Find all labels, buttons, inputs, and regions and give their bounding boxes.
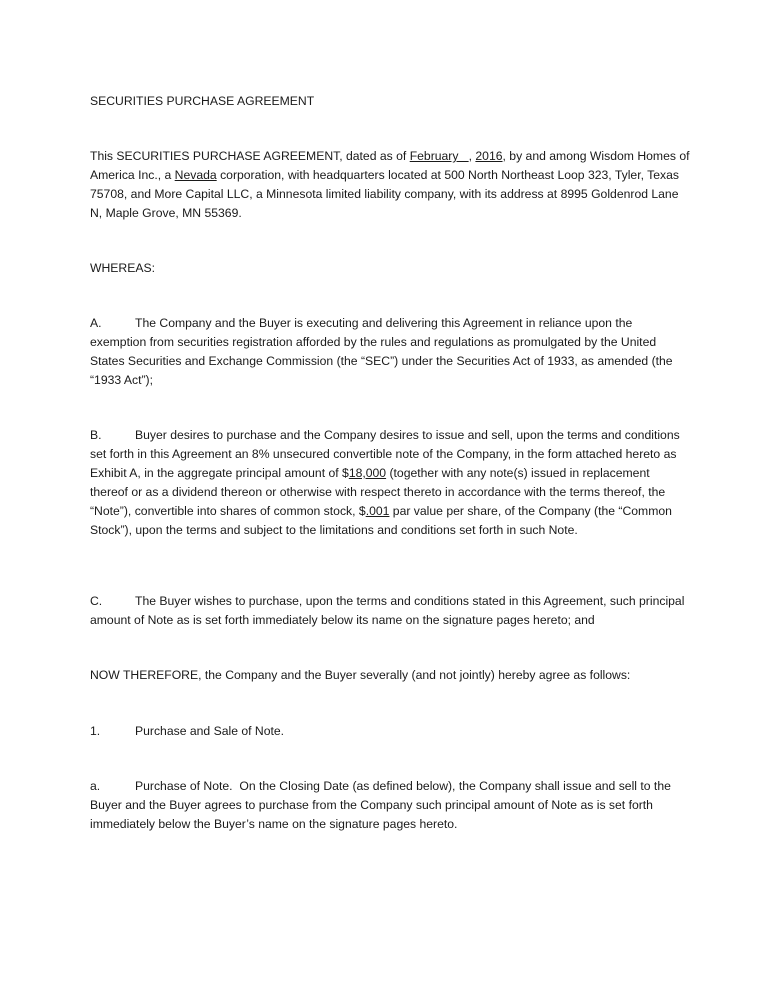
section-1a-paragraph	[90, 777, 690, 834]
principal-amount: 18,000	[348, 466, 387, 480]
recital-c	[90, 592, 690, 630]
recital-a	[90, 314, 690, 390]
date-year: 2016	[475, 149, 503, 163]
section-1-heading	[90, 722, 690, 741]
section-1a-heading: Purchase of Note.	[135, 779, 233, 793]
recital-a-label: A.	[90, 316, 102, 330]
par-value: .001	[365, 504, 390, 518]
intro-paragraph: This SECURITIES PURCHASE AGREEMENT, dated as of February , 2016, by and among Wisdom Homes of America Inc., a Nevada corporation, with headquarters located at 500 North Northeast Loop 323, Tyler, Texas 75708, and More Capital LLC, a Minnesota limited liability company, with its address at 8995 Goldenrod Lane N, Maple Grove, MN 55369.	[90, 149, 690, 220]
date-month: February	[409, 149, 469, 163]
recital-a-text: The Company and the Buyer is executing and delivering this Agreement in reliance upon the exemption from securities registration afforded by the rules and regulations as promulgated by the United States Securities and Exchange Commission (the “SEC”) under the Securities Act of 1933, as amended (the “1933 Act”);	[90, 316, 673, 387]
section-1-title: Purchase and Sale of Note.	[135, 724, 285, 738]
recital-c-text: The Buyer wishes to purchase, upon the terms and conditions stated in this Agreement, such principal amount of Note as is set forth immediately below its name on the signature pages hereto; and	[90, 594, 685, 627]
recital-b-label: B.	[90, 428, 102, 442]
whereas-heading: WHEREAS:	[90, 261, 156, 275]
state-name: Nevada	[174, 168, 217, 182]
section-1-label: 1.	[90, 724, 101, 738]
section-1a-label: a.	[90, 779, 101, 793]
recital-c-label: C.	[90, 594, 103, 608]
now-therefore-paragraph: NOW THEREFORE, the Company and the Buyer severally (and not jointly) hereby agree as follows:	[90, 668, 631, 682]
recital-b: B. Buyer desires to purchase and the Company desires to issue and sell, upon the terms and conditions set forth in this Agreement an 8% unsecured convertible note of the Company, in the form attached hereto as Exhibit A, in the aggregate principal amount of $18,000 (together with any note(s) issued in replacement thereof or as a dividend thereon or otherwise with respect thereto in accordance with the terms thereof, the “Note”), convertible into shares of common stock, $.001 par value per share, of the Company (the “Common Stock”), upon the terms and subject to the limitations and conditions set forth in such Note.	[90, 428, 680, 537]
document-title: SECURITIES PURCHASE AGREEMENT	[90, 94, 315, 108]
section-1a-text: On the Closing Date (as defined below), the Company shall issue and sell to the Buyer and the Buyer agrees to purchase from the Company such principal amount of Note as is set forth immediately below the Buyer’s name on the signature pages hereto.	[90, 779, 675, 831]
